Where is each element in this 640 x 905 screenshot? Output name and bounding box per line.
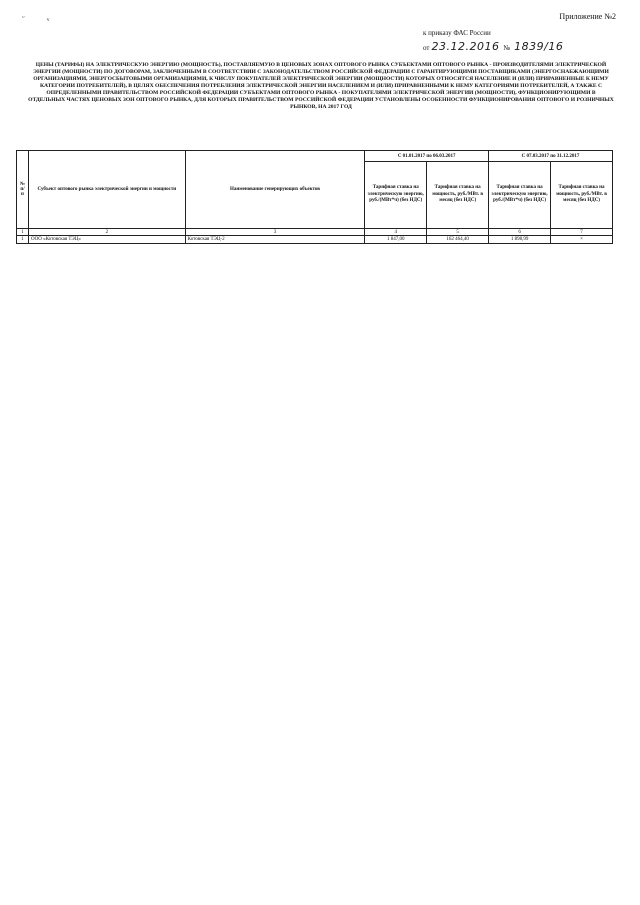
order-number-handwritten: 1839/16 [514,40,564,53]
order-date-handwritten: 23.12.2016 [431,40,500,53]
appendix-label: Приложение №2 [559,12,616,21]
header-subject: Субъект оптового рынка электрической энергии и мощности [28,151,185,229]
scan-marks [22,12,70,22]
order-line-1: к приказу ФАС России [423,29,491,37]
header-objects: Наименование генерирующих объектов [185,151,365,229]
document-title: ЦЕНЫ (ТАРИФЫ) НА ЭЛЕКТРИЧЕСКУЮ ЭНЕРГИЮ (МОЩНОСТЬ), ПОСТАВЛЯЕМУЮ В ЦЕНОВЫХ ЗОНАХ ОПТОВОГО РЫНКА СУБЪЕКТАМИ ОПТОВОГО РЫНКА - ПРОИЗВОДИТЕЛЯМИ ЭЛЕКТРИЧЕСКОЙ ЭНЕРГИИ (МОЩНОСТИ) ПО ДОГОВОРАМ, ЗАКЛЮЧЕННЫМ В СООТВЕТСТВИИ С ЗАКОНОДАТЕЛЬСТВОМ РОССИЙСКОЙ ФЕДЕРАЦИИ С ГАРАНТИРУЮЩИМИ ПОСТАВЩИКАМИ (ЭНЕРГОСНАБЖАЮЩИМИ ОРГАНИЗАЦИЯМИ, ЭНЕРГОСБЫТОВЫМИ ОРГАНИЗАЦИЯМИ, К ЧИСЛУ ПОКУПАТЕЛЕЙ ЭЛЕКТРИЧЕСКОЙ ЭНЕРГИИ (МОЩНОСТИ) КОТОРЫХ ОТНОСЯТСЯ НАСЕЛЕНИЕ И (ИЛИ) ПРИРАВНЕННЫЕ К НЕМУ КАТЕГОРИИ ПОТРЕБИТЕЛЕЙ), В ЦЕЛЯХ ОБЕСПЕЧЕНИЯ ПОТРЕБЛЕНИЯ ЭЛЕКТРИЧЕСКОЙ ЭНЕРГИИ НАСЕЛЕНИЕМ И (ИЛИ) ПРИРАВНЕННЫМИ К НЕМУ КАТЕГОРИЯМИ ПОТРЕБИТЕЛЕЙ, А ТАКЖЕ С ОПРЕДЕЛЕННЫМИ ПРАВИТЕЛЬСТВОМ РОССИЙСКОЙ ФЕДЕРАЦИИ СУБЪЕКТАМИ ОПТОВОГО РЫНКА - ПОКУПАТЕЛЯМИ ЭЛЕКТРИЧЕСКОЙ ЭНЕРГИИ (МОЩНОСТИ), ФУНКЦИОНИРУЮЩИМИ В ОТДЕЛЬНЫХ ЧАСТЯХ ЦЕНОВЫХ ЗОН ОПТОВОГО РЫНКА, ДЛЯ КОТОРЫХ ПРАВИТЕЛЬСТВОМ РОССИЙСКОЙ ФЕДЕРАЦИИ УСТАНОВЛЕНЫ ОСОБЕННОСТИ ФУНКЦИОНИРОВАНИЯ ОПТОВОГО И РОЗНИЧНЫХ РЫНКОВ, НА 2017 ГОД [28,62,614,110]
row-power-rate-2: × [551,236,613,244]
row-energy-rate-2: 1 898,99 [489,236,551,244]
order-line-2 [423,40,563,53]
row-energy-rate-1: 1 847,00 [365,236,427,244]
header-power-rate-1: Тарифная ставка на мощность, руб./МВт. в месяц (без НДС) [427,162,489,229]
column-number: 1 [17,229,29,236]
order-from-label: от [423,44,430,52]
header-power-rate-2: Тарифная ставка на мощность, руб./МВт. в месяц (без НДС) [551,162,613,229]
row-object: Котовская ТЭЦ-2 [185,236,365,244]
column-number: 6 [489,229,551,236]
table-row [17,236,613,244]
column-number: 5 [427,229,489,236]
scan-mark: ᵕ [22,12,25,22]
row-num: 1 [17,236,29,244]
row-subject: ООО «Котовская ТЭЦ» [28,236,185,244]
column-number: 4 [365,229,427,236]
header-energy-rate-1: Тарифная ставка на электрическую энергию, руб./(МВт*ч) (без НДС) [365,162,427,229]
column-numbers-row [17,229,613,236]
header-period-1: С 01.01.2017 по 06.03.2017 [365,151,489,162]
order-reference [423,29,563,53]
tariff-table [16,150,613,244]
order-number-label: № [503,44,511,52]
header-num: № п/п [17,151,29,229]
scan-mark: ᵥ [46,12,50,22]
column-number: 7 [551,229,613,236]
header-energy-rate-2: Тарифная ставка на электрическую энергию, руб./(МВт*ч) (без НДС) [489,162,551,229]
header-period-2: С 07.03.2017 по 31.12.2017 [489,151,613,162]
column-number: 2 [28,229,185,236]
column-number: 3 [185,229,365,236]
row-power-rate-1: 162 464,40 [427,236,489,244]
